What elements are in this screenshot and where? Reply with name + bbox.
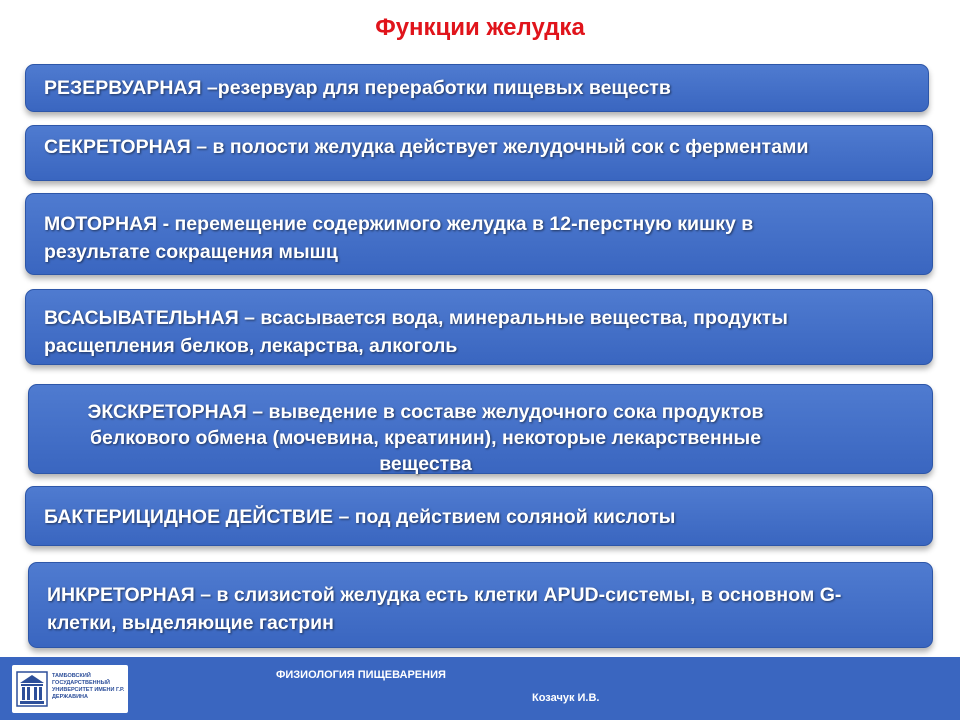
function-text: – в слизистой желудка есть клетки APUD-системы, в основном G-клетки, выделяющие гастрин [47, 584, 842, 634]
function-item-reservoir [25, 64, 929, 112]
function-head: ЭКСКРЕТОРНАЯ [87, 401, 247, 423]
function-text: – в полости желудка действует желудочный сок с ферментами [190, 136, 809, 158]
page-title: Функции желудка [375, 14, 585, 41]
logo-text: ТАМБОВСКИЙ ГОСУДАРСТВЕННЫЙ УНИВЕРСИТЕТ ИМЕНИ Г.Р. ДЕРЖАВИНА [52, 673, 125, 700]
function-item-secretory [25, 125, 933, 181]
function-head: МОТОРНАЯ [44, 213, 158, 235]
function-head: СЕКРЕТОРНАЯ [44, 136, 191, 158]
function-text: - перемещение содержимого желудка в 12-перстную кишку в результате сокращения мышц [44, 213, 754, 263]
function-text: –резервуар для переработки пищевых веществ [201, 77, 671, 99]
function-item-absorptive [25, 289, 933, 365]
function-text: – под действием соляной кислоты [333, 506, 676, 528]
function-head: ИНКРЕТОРНАЯ [47, 584, 195, 606]
function-item-excretory [28, 384, 933, 474]
function-text: – выведение в составе желудочного сока продуктов белкового обмена (мочевина, креатинин), некоторые лекарственные вещества [89, 401, 764, 475]
function-item-bactericidal [25, 486, 933, 546]
function-item-incretory [28, 562, 933, 648]
author-name: Козачук И.В. [532, 692, 600, 704]
footer-bar [0, 657, 960, 720]
university-logo [12, 665, 128, 713]
course-name: ФИЗИОЛОГИЯ ПИЩЕВАРЕНИЯ [276, 669, 446, 681]
university-building-icon [16, 671, 48, 707]
function-text: – всасывается вода, минеральные вещества, продукты расщепления белков, лекарства, алкоголь [44, 307, 788, 357]
function-head: ВСАСЫВАТЕЛЬНАЯ [44, 307, 239, 329]
function-item-motor [25, 193, 933, 275]
function-head: РЕЗЕРВУАРНАЯ [44, 77, 202, 99]
function-head: БАКТЕРИЦИДНОЕ ДЕЙСТВИЕ [44, 506, 334, 528]
